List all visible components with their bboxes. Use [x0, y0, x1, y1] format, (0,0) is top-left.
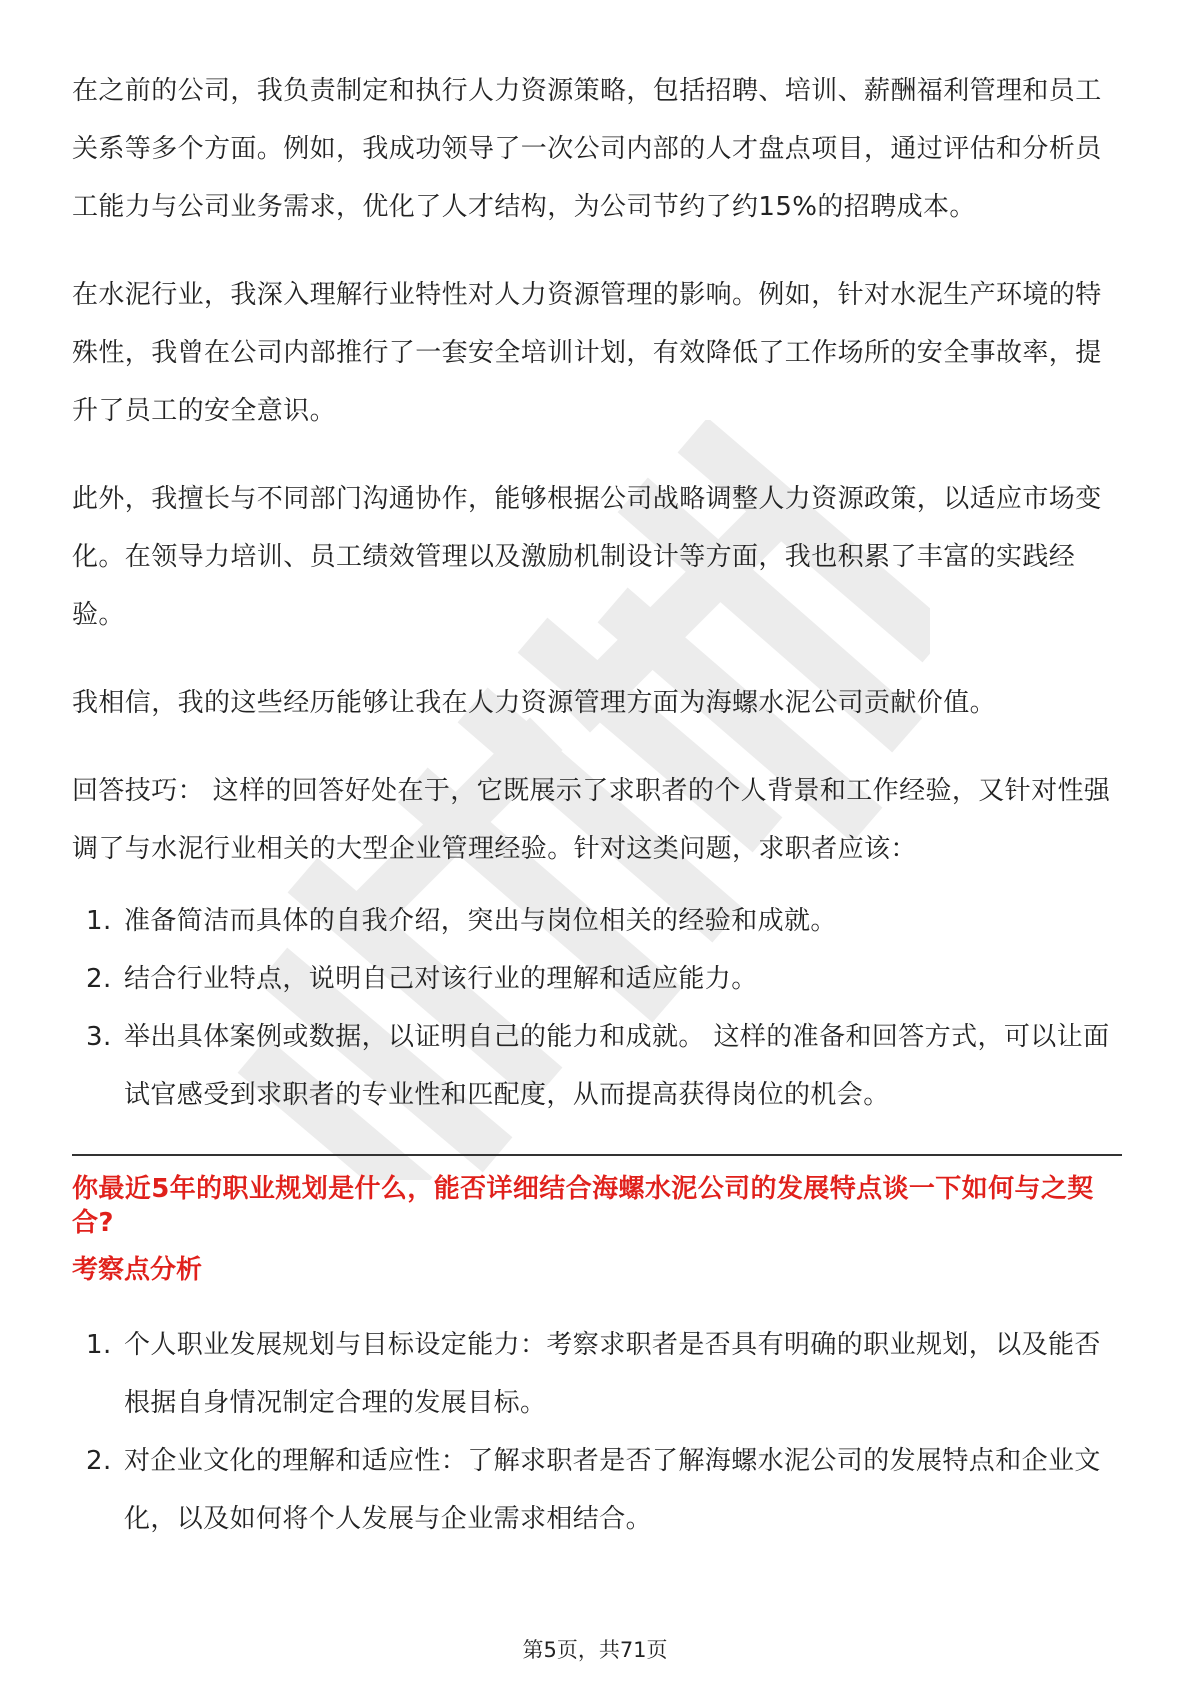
- list-item: 1. 个人职业发展规划与目标设定能力：考察求职者是否具有明确的职业规划，以及能否根据自身情况制定合理的发展目标。: [86, 1330, 1101, 1418]
- paragraph-industry: 在水泥行业，我深入理解行业特性对人力资源管理的影响。例如，针对水泥生产环境的特殊性，我曾在公司内部推行了一套安全培训计划，有效降低了工作场所的安全事故率，提升了员工的安全意识。: [72, 280, 1102, 426]
- analysis-heading: 考察点分析: [72, 1255, 203, 1285]
- list-item: 1. 准备简洁而具体的自我介绍，突出与岗位相关的经验和成就。: [86, 906, 837, 936]
- paragraph-experience: 在之前的公司，我负责制定和执行人力资源策略，包括招聘、培训、薪酬福利管理和员工关系等多个方面。例如，我成功领导了一次公司内部的人才盘点项目，通过评估和分析员工能力与公司业务需求，优化了人才结构，为公司节约了约15%的招聘成本。: [72, 76, 1102, 222]
- page-number: 第5页，共71页: [522, 1638, 668, 1662]
- section-divider: [72, 1154, 1122, 1156]
- question-heading: 你最近5年的职业规划是什么，能否详细结合海螺水泥公司的发展特点谈一下如何与之契合?: [72, 1174, 1094, 1238]
- paragraph-belief: 我相信，我的这些经历能够让我在人力资源管理方面为海螺水泥公司贡献价值。: [72, 688, 997, 718]
- paragraph-skills: 此外，我擅长与不同部门沟通协作，能够根据公司战略调整人力资源政策，以适应市场变化。在领导力培训、员工绩效管理以及激励机制设计等方面，我也积累了丰富的实践经验。: [72, 484, 1102, 630]
- list-item: 2. 对企业文化的理解和适应性：了解求职者是否了解海螺水泥公司的发展特点和企业文化，以及如何将个人发展与企业需求相结合。: [86, 1446, 1101, 1534]
- list-item: 3. 举出具体案例或数据，以证明自己的能力和成就。 这样的准备和回答方式，可以让面试官感受到求职者的专业性和匹配度，从而提高获得岗位的机会。: [86, 1022, 1110, 1110]
- paragraph-answer-tips: 回答技巧： 这样的回答好处在于，它既展示了求职者的个人背景和工作经验，又针对性强调了与水泥行业相关的大型企业管理经验。针对这类问题，求职者应该：: [72, 776, 1111, 864]
- analysis-list: [72, 1316, 1122, 1548]
- content-area: [72, 62, 1122, 1548]
- tips-list: [72, 892, 1122, 1124]
- list-item: 2. 结合行业特点，说明自己对该行业的理解和适应能力。: [86, 964, 758, 994]
